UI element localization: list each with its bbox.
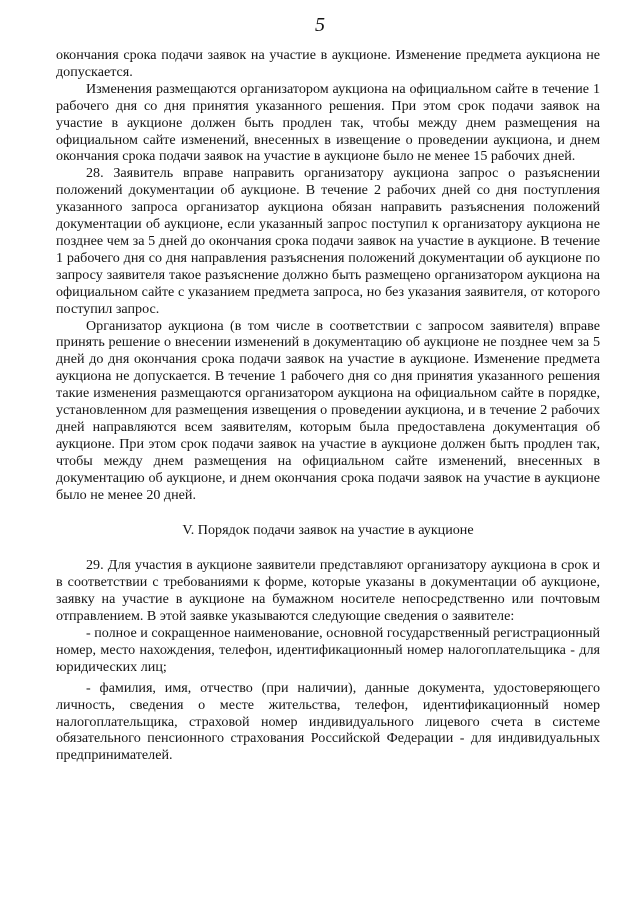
paragraph-continuation: окончания срока подачи заявок на участие в аукционе. Изменение предмета аукциона не допускается. xyxy=(56,47,600,80)
page-number: 5 xyxy=(315,14,325,36)
paragraph-changes: Изменения размещаются организатором аукциона на официальном сайте в течение 1 рабочего дня со дня принятия указанного решения. При этом срок подачи заявок на участие в аукционе должен быть продлен так, чтобы между днем размещения на официальном сайте изменений, внесенных в извещение о проведении аукциона, и днем окончания срока подачи заявок на участие в аукционе было не менее 15 рабочих дней. xyxy=(56,80,600,165)
list-item-legal-entities: - полное и сокращенное наименование, основной государственный регистрационный номер, место нахождения, телефон, идентификационный номер налогоплательщика - для юридических лиц; xyxy=(56,625,600,675)
paragraph-28: 28. Заявитель вправе направить организатору аукциона запрос о разъяснении положений документации об аукционе. В течение 2 рабочих дней со дня поступления указанного запроса организатор аукциона обязан направить разъяснения положений документации об аукционе, если указанный запрос поступил к организатору аукциона не позднее чем за 5 дней до окончания срока подачи заявок на участие в аукционе. В течение 1 рабочего дня со дня направления разъяснения положений документации об аукционе по запросу заявителя такое разъяснение должно быть размещено организатором аукциона на официальном сайте с указанием предмета запроса, но без указания заявителя, от которого поступил запрос. xyxy=(56,165,600,317)
list-item-entrepreneurs: - фамилия, имя, отчество (при наличии), данные документа, удостоверяющего личность, сведения о месте жительства, телефон, идентификационный номер налогоплательщика, страховой номер индивидуального лицевого счета в системе обязательного пенсионного страхования Российской Федерации - для индивидуальных предпринимателей. xyxy=(56,679,600,764)
paragraph-29: 29. Для участия в аукционе заявители представляют организатору аукциона в срок и в соответствии с требованиями к форме, которые указаны в документации об аукционе, заявку на участие в аукционе на бумажном носителе непосредственно или почтовым отправлением. В этой заявке указываются следующие сведения о заявителе: xyxy=(56,557,600,625)
section-heading: V. Порядок подачи заявок на участие в аукционе xyxy=(182,522,474,539)
document-body xyxy=(56,47,600,764)
paragraph-organizer-changes: Организатор аукциона (в том числе в соответствии с запросом заявителя) вправе принять решение о внесении изменений в документацию об аукционе не позднее чем за 5 дней до дня окончания срока подачи заявок на участие в аукционе. Изменение предмета аукциона не допускается. В течение 1 рабочего дня со дня принятия указанного решения такие изменения размещаются организатором аукциона на официальном сайте в порядке, установленном для размещения извещения о проведении аукциона, и в течение 2 рабочих дней направляются всем заявителям, которым была предоставлена документация об аукционе. При этом срок подачи заявок на участие в аукционе должен быть продлен так, чтобы между днем размещения на официальном сайте изменений, внесенных в документацию об аукционе, и днем окончания срока подачи заявок на участие в аукционе было не менее 20 дней. xyxy=(56,317,600,503)
